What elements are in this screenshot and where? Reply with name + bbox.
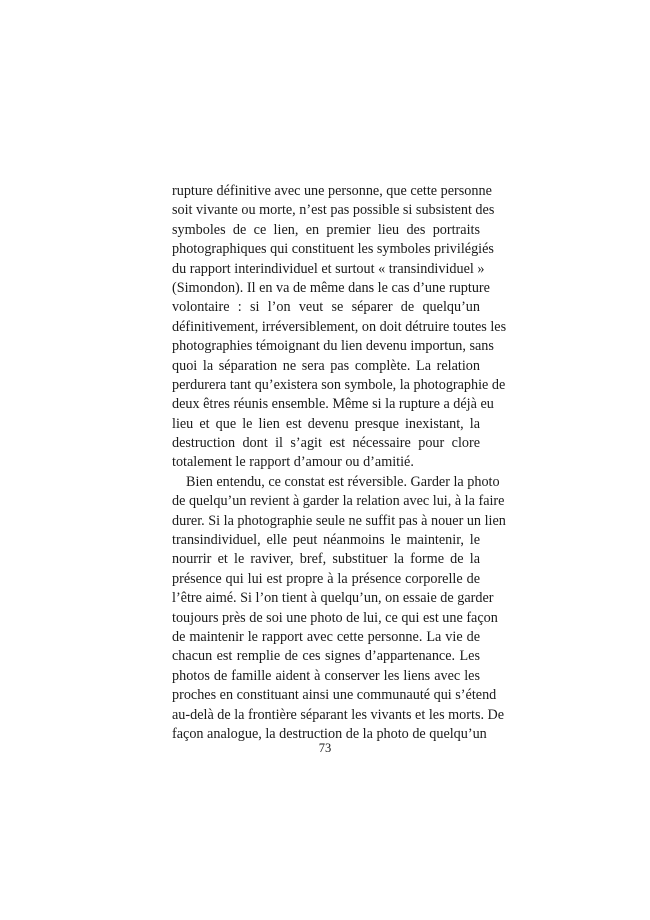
- text-line: photographies témoignant du lien devenu importun, sans: [172, 338, 494, 355]
- text-line: quoi la séparation ne sera pas complète. La relation: [172, 357, 480, 374]
- text-line: nourrir et le raviver, bref, substituer la forme de la: [172, 551, 480, 568]
- text-line: de quelqu’un revient à garder la relation avec lui, à la faire: [172, 493, 505, 510]
- text-line: au-delà de la frontière séparant les vivants et les morts. De: [172, 706, 505, 723]
- text-line: destruction dont il s’agit est nécessaire pour clore: [172, 435, 480, 452]
- text-line: symboles de ce lien, en premier lieu des portraits: [172, 221, 480, 238]
- text-line: présence qui lui est propre à la présence corporelle de: [172, 570, 480, 587]
- text-line: Bien entendu, ce constat est réversible. Garder la photo: [186, 473, 500, 490]
- text-line: lieu et que le lien est devenu presque inexistant, la: [172, 415, 480, 432]
- text-line: durer. Si la photographie seule ne suffit pas à nouer un lien: [172, 512, 506, 529]
- paragraph-1: [172, 182, 507, 473]
- text-line: façon analogue, la destruction de la photo de quelqu’un: [172, 725, 487, 742]
- text-line: deux êtres réunis ensemble. Même si la rupture a déjà eu: [172, 396, 494, 413]
- page-number: 73: [318, 741, 332, 755]
- text-line: rupture définitive avec une personne, que cette personne: [172, 183, 492, 199]
- paragraph-2: [172, 473, 506, 744]
- text-line: totalement le rapport d’amour ou d’amitié.: [172, 454, 414, 471]
- text-line: de maintenir le rapport avec cette personne. La vie de: [172, 628, 480, 645]
- text-line: toujours près de soi une photo de lui, ce qui est une façon: [172, 609, 498, 626]
- body-text: [172, 182, 507, 744]
- text-line: volontaire : si l’on veut se séparer de quelqu’un: [172, 299, 480, 316]
- text-line: définitivement, irréversiblement, on doit détruire toutes les: [172, 318, 507, 335]
- text-line: photos de famille aident à conserver les liens avec les: [172, 667, 480, 684]
- text-line: chacun est remplie de ces signes d’appartenance. Les: [172, 648, 480, 665]
- text-line: transindividuel, elle peut néanmoins le maintenir, le: [172, 532, 480, 549]
- text-line: l’être aimé. Si l’on tient à quelqu’un, on essaie de garder: [172, 590, 494, 607]
- text-line: du rapport interindividuel et surtout « transindividuel »: [172, 260, 485, 277]
- text-line: soit vivante ou morte, n’est pas possible si subsistent des: [172, 202, 495, 219]
- text-line: (Simondon). Il en va de même dans le cas d’une rupture: [172, 279, 490, 296]
- text-line: perdurera tant qu’existera son symbole, la photographie de: [172, 376, 506, 393]
- text-line: photographiques qui constituent les symboles privilégiés: [172, 241, 494, 258]
- text-line: proches en constituant ainsi une communauté qui s’étend: [172, 687, 497, 704]
